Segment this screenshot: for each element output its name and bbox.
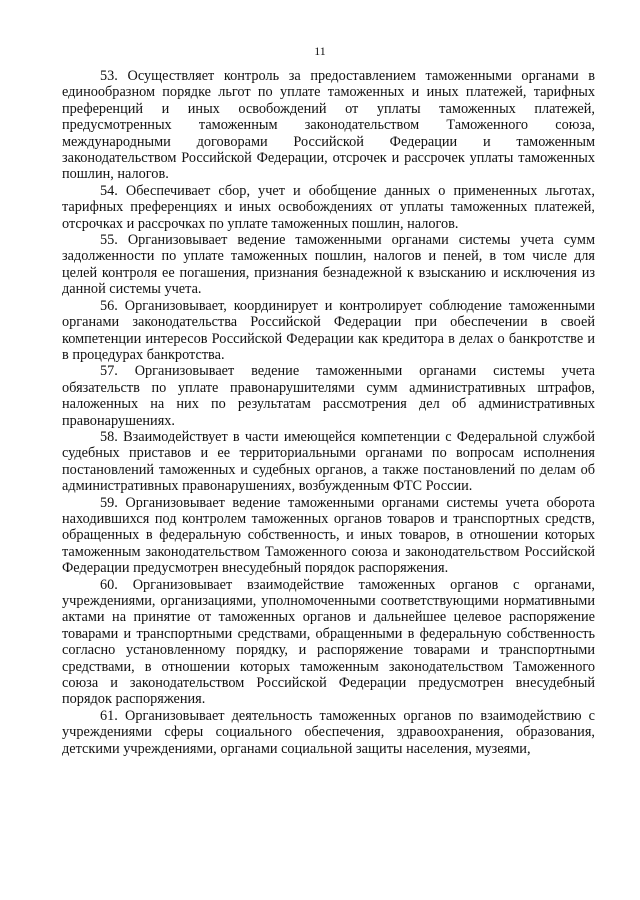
paragraph-56: 56. Организовывает, координирует и контролирует соблюдение таможенными органами законодательства Российской Федерации при обеспечении в своей компетенции интересов Российской Федерации как кредитора в делах о банкротстве и в процедурах банкротства. <box>62 297 595 363</box>
paragraph-59: 59. Организовывает ведение таможенными органами системы учета оборота находившихся под контролем таможенных органов товаров и транспортных средств, обращенных в федеральную собственность, и иных товаров, в отношении которых таможенным законодательством Таможенного союза и законодательством Российской Федерации предусмотрен внесудебный порядок распоряжения. <box>62 494 595 577</box>
paragraph-61: 61. Организовывает деятельность таможенных органов по взаимодействию с учреждениями сферы социального обеспечения, здравоохранения, образования, детскими учреждениями, органами социальной защиты населения, музеями, <box>62 707 595 757</box>
paragraph-53: 53. Осуществляет контроль за предоставлением таможенными органами в единообразном порядке льгот по уплате таможенных и иных платежей, тарифных преференций и иных освобождений от уплаты таможенных платежей, предусмотренных таможенным законодательством Таможенного союза, международными договорами Российской Федерации и таможенным законодательством Российской Федерации, отсрочек и рассрочек уплаты таможенных пошлин, налогов. <box>62 68 595 183</box>
paragraph-55: 55. Организовывает ведение таможенными органами системы учета сумм задолженности по уплате таможенных пошлин, налогов и пеней, в том числе для целей контроля ее погашения, признания безнадежной к взысканию и исключения из данной системы учета. <box>62 232 595 298</box>
page-number: 11 <box>314 44 326 58</box>
paragraph-60: 60. Организовывает взаимодействие таможенных органов с органами, учреждениями, организациями, уполномоченными соответствующими нормативными актами на принятие от таможенных органов и дальнейшее целевое распоряжение товарами и транспортными средствами, обращенными в федеральную собственность согласно установленному порядку, и распоряжение товарами и транспортными средствами, в отношении которых таможенным законодательством Таможенного союза и законодательством Российской Федерации предусмотрен внесудебный порядок распоряжения. <box>62 576 595 708</box>
paragraph-54: 54. Обеспечивает сбор, учет и обобщение данных о примененных льготах, тарифных преференциях и иных освобождениях от уплаты таможенных платежей, отсрочках и рассрочках по уплате таможенных пошлин, налогов. <box>62 182 595 232</box>
document-body <box>62 68 595 757</box>
paragraph-58: 58. Взаимодействует в части имеющейся компетенции с Федеральной службой судебных приставов и ее территориальными органами по вопросам исполнения постановлений таможенных и судебных органов, а также постановлений по делам об административных правонарушениях, возбужденным ФТС России. <box>62 428 595 495</box>
paragraph-57: 57. Организовывает ведение таможенными органами системы учета обязательств по уплате правонарушителями сумм административных штрафов, наложенных на них по результатам рассмотрения дел об административных правонарушениях. <box>62 363 595 429</box>
